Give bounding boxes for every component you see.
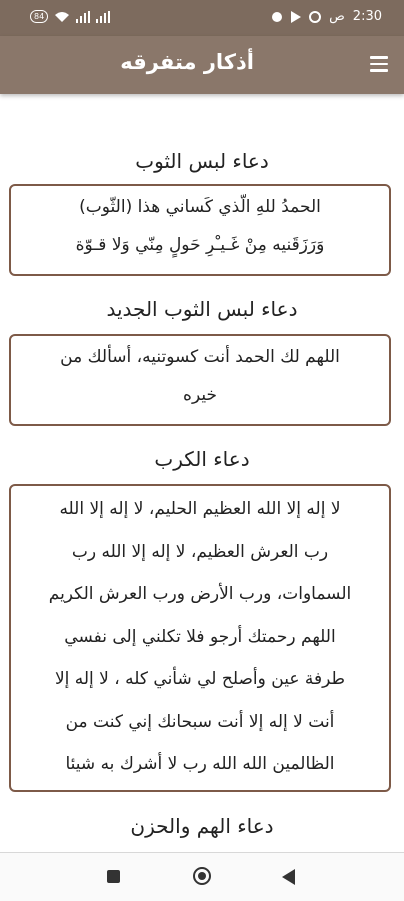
play-store-icon (291, 11, 301, 23)
signal-icon (76, 11, 90, 23)
dhikr-line: وَرَزَقَنيه مِنْ غَـيـْرِ حَولٍ مِنّي وَلا قـوّة (75, 235, 325, 255)
page-title: أذكار متفرقه (120, 50, 254, 74)
back-icon[interactable] (282, 869, 295, 885)
dhikr-line: الظالمين الله الله رب لا أشرك به شيئا (65, 754, 335, 774)
dhikr-line: أنت لا إله إلا أنت سبحانك إني كنت من (65, 711, 335, 732)
status-right (271, 9, 382, 24)
app-bar (0, 36, 404, 94)
dhikr-list[interactable] (0, 94, 404, 854)
dhikr-line: اللهم رحمتك أرجو فلا تكلني إلى نفسي (64, 626, 336, 647)
dhikr-line: طرفة عين وأصلح لي شأني كله ، لا إله إلا (54, 669, 346, 689)
dhikr-card-distress (9, 484, 391, 792)
clock: 2:30 (352, 9, 382, 24)
wifi-icon (54, 11, 70, 23)
system-nav-bar (0, 852, 404, 901)
section-title-new-clothing: دعاء لبس الثوب الجديد (106, 297, 298, 321)
dhikr-line: السماوات، ورب الأرض ورب العرش الكريم (48, 584, 352, 604)
signal-icon-2 (96, 11, 110, 23)
home-icon[interactable] (193, 867, 211, 885)
section-title-worry: دعاء الهم والحزن (130, 814, 274, 838)
notification-icon (309, 11, 321, 23)
am-pm-label: ص (329, 9, 345, 24)
recent-apps-icon[interactable] (107, 870, 120, 883)
status-bar (0, 0, 404, 36)
section-title-distress: دعاء الكرب (154, 447, 250, 471)
whatsapp-icon (271, 11, 283, 23)
dhikr-card-new-clothing (9, 334, 391, 426)
section-title-clothing: دعاء لبس الثوب (135, 149, 269, 173)
dhikr-card-clothing (9, 184, 391, 276)
dhikr-line: اللهم لك الحمد أنت كسوتنيه، أسألك من (60, 347, 340, 367)
battery-indicator: 84 (30, 10, 48, 23)
dhikr-line: خيره (183, 385, 217, 405)
dhikr-line: الحمدُ للهِ الّذي كَساني هذا (الثّوب) (79, 197, 321, 217)
dhikr-line: لا إله إلا الله العظيم الحليم، لا إله إلا الله (59, 499, 341, 519)
status-icons (30, 10, 110, 23)
dhikr-line: رب العرش العظيم، لا إله إلا الله رب (71, 541, 329, 562)
hamburger-menu-icon[interactable] (370, 56, 388, 72)
